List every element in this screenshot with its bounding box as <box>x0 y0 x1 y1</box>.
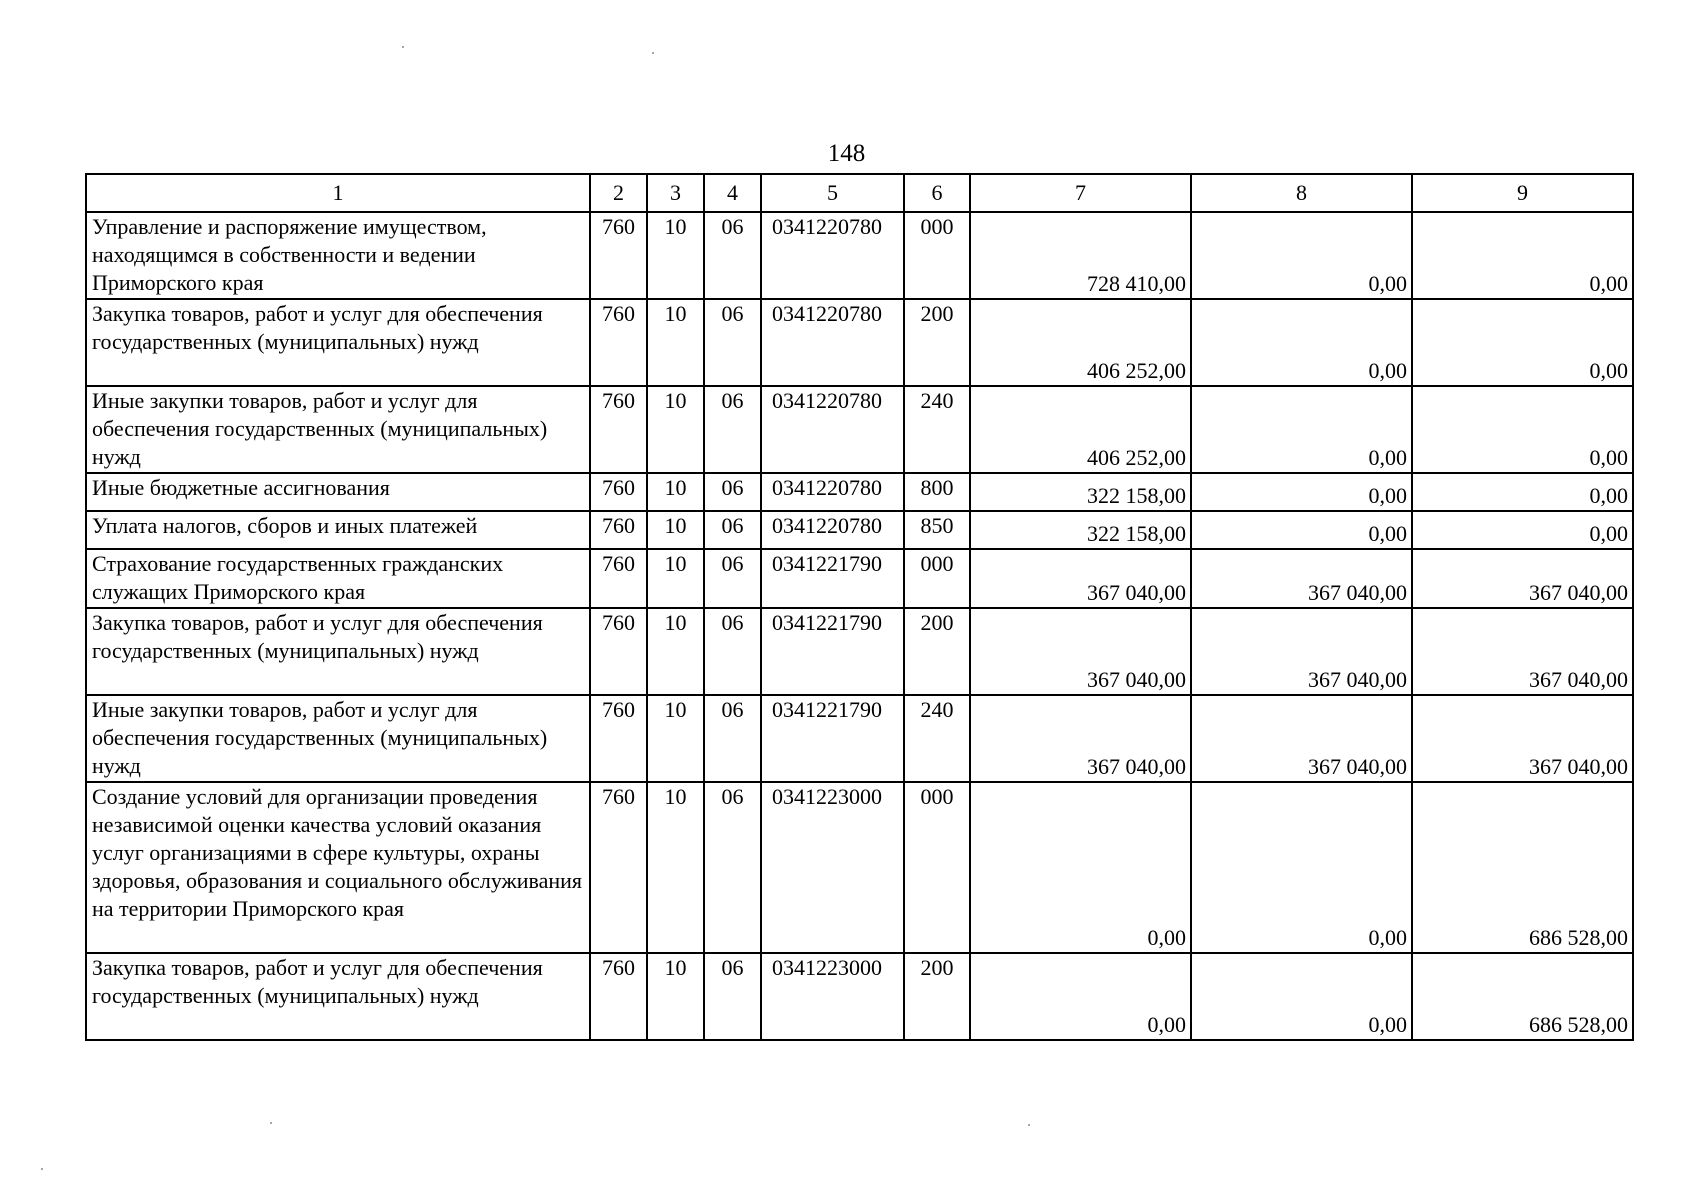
column-header: 1 <box>86 174 590 212</box>
cell-amount: 728 410,00 <box>970 212 1191 299</box>
budget-table <box>85 173 1634 1041</box>
cell-code: 200 <box>904 299 970 386</box>
cell-code: 800 <box>904 473 970 511</box>
cell-code: 10 <box>647 549 704 608</box>
cell-target-code: 0341221790 <box>761 549 904 608</box>
row-name: Закупка товаров, работ и услуг для обеспечения государственных (муниципальных) нужд <box>86 608 590 695</box>
row-name: Иные закупки товаров, работ и услуг для обеспечения государственных (муниципальных) нужд <box>86 695 590 782</box>
row-name: Создание условий для организации проведения независимой оценки качества условий оказания услуг организациями в сфере культуры, охраны здоровья, образования и социального обслуживания на территории Приморского края <box>86 782 590 953</box>
table-row <box>86 549 1633 608</box>
cell-amount: 322 158,00 <box>970 473 1191 511</box>
cell-code: 10 <box>647 299 704 386</box>
table-row <box>86 953 1633 1040</box>
cell-amount: 0,00 <box>1412 473 1633 511</box>
cell-amount: 0,00 <box>1191 511 1412 549</box>
scan-speck <box>1028 1124 1030 1126</box>
cell-amount: 0,00 <box>1412 212 1633 299</box>
column-header: 2 <box>590 174 647 212</box>
cell-target-code: 0341223000 <box>761 953 904 1040</box>
cell-code: 000 <box>904 212 970 299</box>
cell-amount: 0,00 <box>1191 299 1412 386</box>
cell-amount: 0,00 <box>1191 212 1412 299</box>
cell-code: 06 <box>704 473 761 511</box>
cell-code: 06 <box>704 511 761 549</box>
cell-code: 10 <box>647 212 704 299</box>
row-name: Закупка товаров, работ и услуг для обеспечения государственных (муниципальных) нужд <box>86 299 590 386</box>
cell-amount: 0,00 <box>970 953 1191 1040</box>
cell-code: 10 <box>647 782 704 953</box>
cell-amount: 0,00 <box>1191 953 1412 1040</box>
table-row <box>86 511 1633 549</box>
page-number: 148 <box>827 140 866 167</box>
cell-amount: 0,00 <box>1191 782 1412 953</box>
cell-code: 240 <box>904 386 970 473</box>
cell-code: 760 <box>590 608 647 695</box>
row-name: Закупка товаров, работ и услуг для обеспечения государственных (муниципальных) нужд <box>86 953 590 1040</box>
cell-code: 000 <box>904 782 970 953</box>
cell-code: 760 <box>590 695 647 782</box>
cell-amount: 367 040,00 <box>970 695 1191 782</box>
cell-code: 760 <box>590 782 647 953</box>
cell-amount: 367 040,00 <box>1191 549 1412 608</box>
cell-amount: 0,00 <box>1412 386 1633 473</box>
table-row <box>86 695 1633 782</box>
cell-code: 06 <box>704 549 761 608</box>
table-row <box>86 299 1633 386</box>
cell-code: 06 <box>704 299 761 386</box>
cell-code: 760 <box>590 549 647 608</box>
cell-amount: 367 040,00 <box>1191 695 1412 782</box>
cell-amount: 367 040,00 <box>1191 608 1412 695</box>
cell-amount: 322 158,00 <box>970 511 1191 549</box>
cell-amount: 0,00 <box>970 782 1191 953</box>
cell-code: 760 <box>590 511 647 549</box>
scan-speck <box>41 1168 43 1170</box>
cell-code: 06 <box>704 695 761 782</box>
cell-target-code: 0341220780 <box>761 212 904 299</box>
cell-amount: 367 040,00 <box>1412 695 1633 782</box>
column-header: 6 <box>904 174 970 212</box>
cell-target-code: 0341220780 <box>761 299 904 386</box>
row-name: Иные закупки товаров, работ и услуг для обеспечения государственных (муниципальных) нужд <box>86 386 590 473</box>
row-name: Уплата налогов, сборов и иных платежей <box>86 511 590 549</box>
column-header: 4 <box>704 174 761 212</box>
cell-code: 10 <box>647 695 704 782</box>
table-row <box>86 608 1633 695</box>
cell-amount: 406 252,00 <box>970 299 1191 386</box>
cell-code: 760 <box>590 299 647 386</box>
cell-amount: 686 528,00 <box>1412 953 1633 1040</box>
table-row <box>86 386 1633 473</box>
cell-amount: 367 040,00 <box>1412 608 1633 695</box>
cell-code: 06 <box>704 212 761 299</box>
scan-speck <box>270 1122 272 1124</box>
cell-code: 06 <box>704 386 761 473</box>
column-header: 8 <box>1191 174 1412 212</box>
cell-code: 000 <box>904 549 970 608</box>
cell-amount: 0,00 <box>1412 511 1633 549</box>
cell-amount: 367 040,00 <box>1412 549 1633 608</box>
scan-speck <box>402 46 404 48</box>
cell-target-code: 0341221790 <box>761 608 904 695</box>
cell-code: 10 <box>647 953 704 1040</box>
table-header-row <box>86 174 1633 212</box>
cell-code: 760 <box>590 386 647 473</box>
cell-code: 06 <box>704 608 761 695</box>
cell-amount: 367 040,00 <box>970 608 1191 695</box>
cell-code: 200 <box>904 953 970 1040</box>
cell-amount: 367 040,00 <box>970 549 1191 608</box>
cell-amount: 686 528,00 <box>1412 782 1633 953</box>
cell-code: 850 <box>904 511 970 549</box>
cell-code: 06 <box>704 953 761 1040</box>
cell-target-code: 0341220780 <box>761 511 904 549</box>
row-name: Иные бюджетные ассигнования <box>86 473 590 511</box>
row-name: Страхование государственных гражданских служащих Приморского края <box>86 549 590 608</box>
cell-code: 760 <box>590 953 647 1040</box>
table-row <box>86 473 1633 511</box>
table-row <box>86 782 1633 953</box>
cell-code: 06 <box>704 782 761 953</box>
cell-amount: 0,00 <box>1191 386 1412 473</box>
cell-target-code: 0341223000 <box>761 782 904 953</box>
cell-amount: 0,00 <box>1191 473 1412 511</box>
cell-target-code: 0341221790 <box>761 695 904 782</box>
table-row <box>86 212 1633 299</box>
cell-amount: 0,00 <box>1412 299 1633 386</box>
cell-code: 10 <box>647 386 704 473</box>
cell-code: 10 <box>647 511 704 549</box>
scan-speck <box>652 52 654 54</box>
column-header: 5 <box>761 174 904 212</box>
cell-target-code: 0341220780 <box>761 386 904 473</box>
cell-code: 240 <box>904 695 970 782</box>
cell-code: 10 <box>647 608 704 695</box>
cell-code: 200 <box>904 608 970 695</box>
cell-code: 760 <box>590 212 647 299</box>
cell-amount: 406 252,00 <box>970 386 1191 473</box>
column-header: 3 <box>647 174 704 212</box>
column-header: 7 <box>970 174 1191 212</box>
cell-target-code: 0341220780 <box>761 473 904 511</box>
cell-code: 760 <box>590 473 647 511</box>
row-name: Управление и распоряжение имуществом, находящимся в собственности и ведении Приморского края <box>86 212 590 299</box>
column-header: 9 <box>1412 174 1633 212</box>
cell-code: 10 <box>647 473 704 511</box>
